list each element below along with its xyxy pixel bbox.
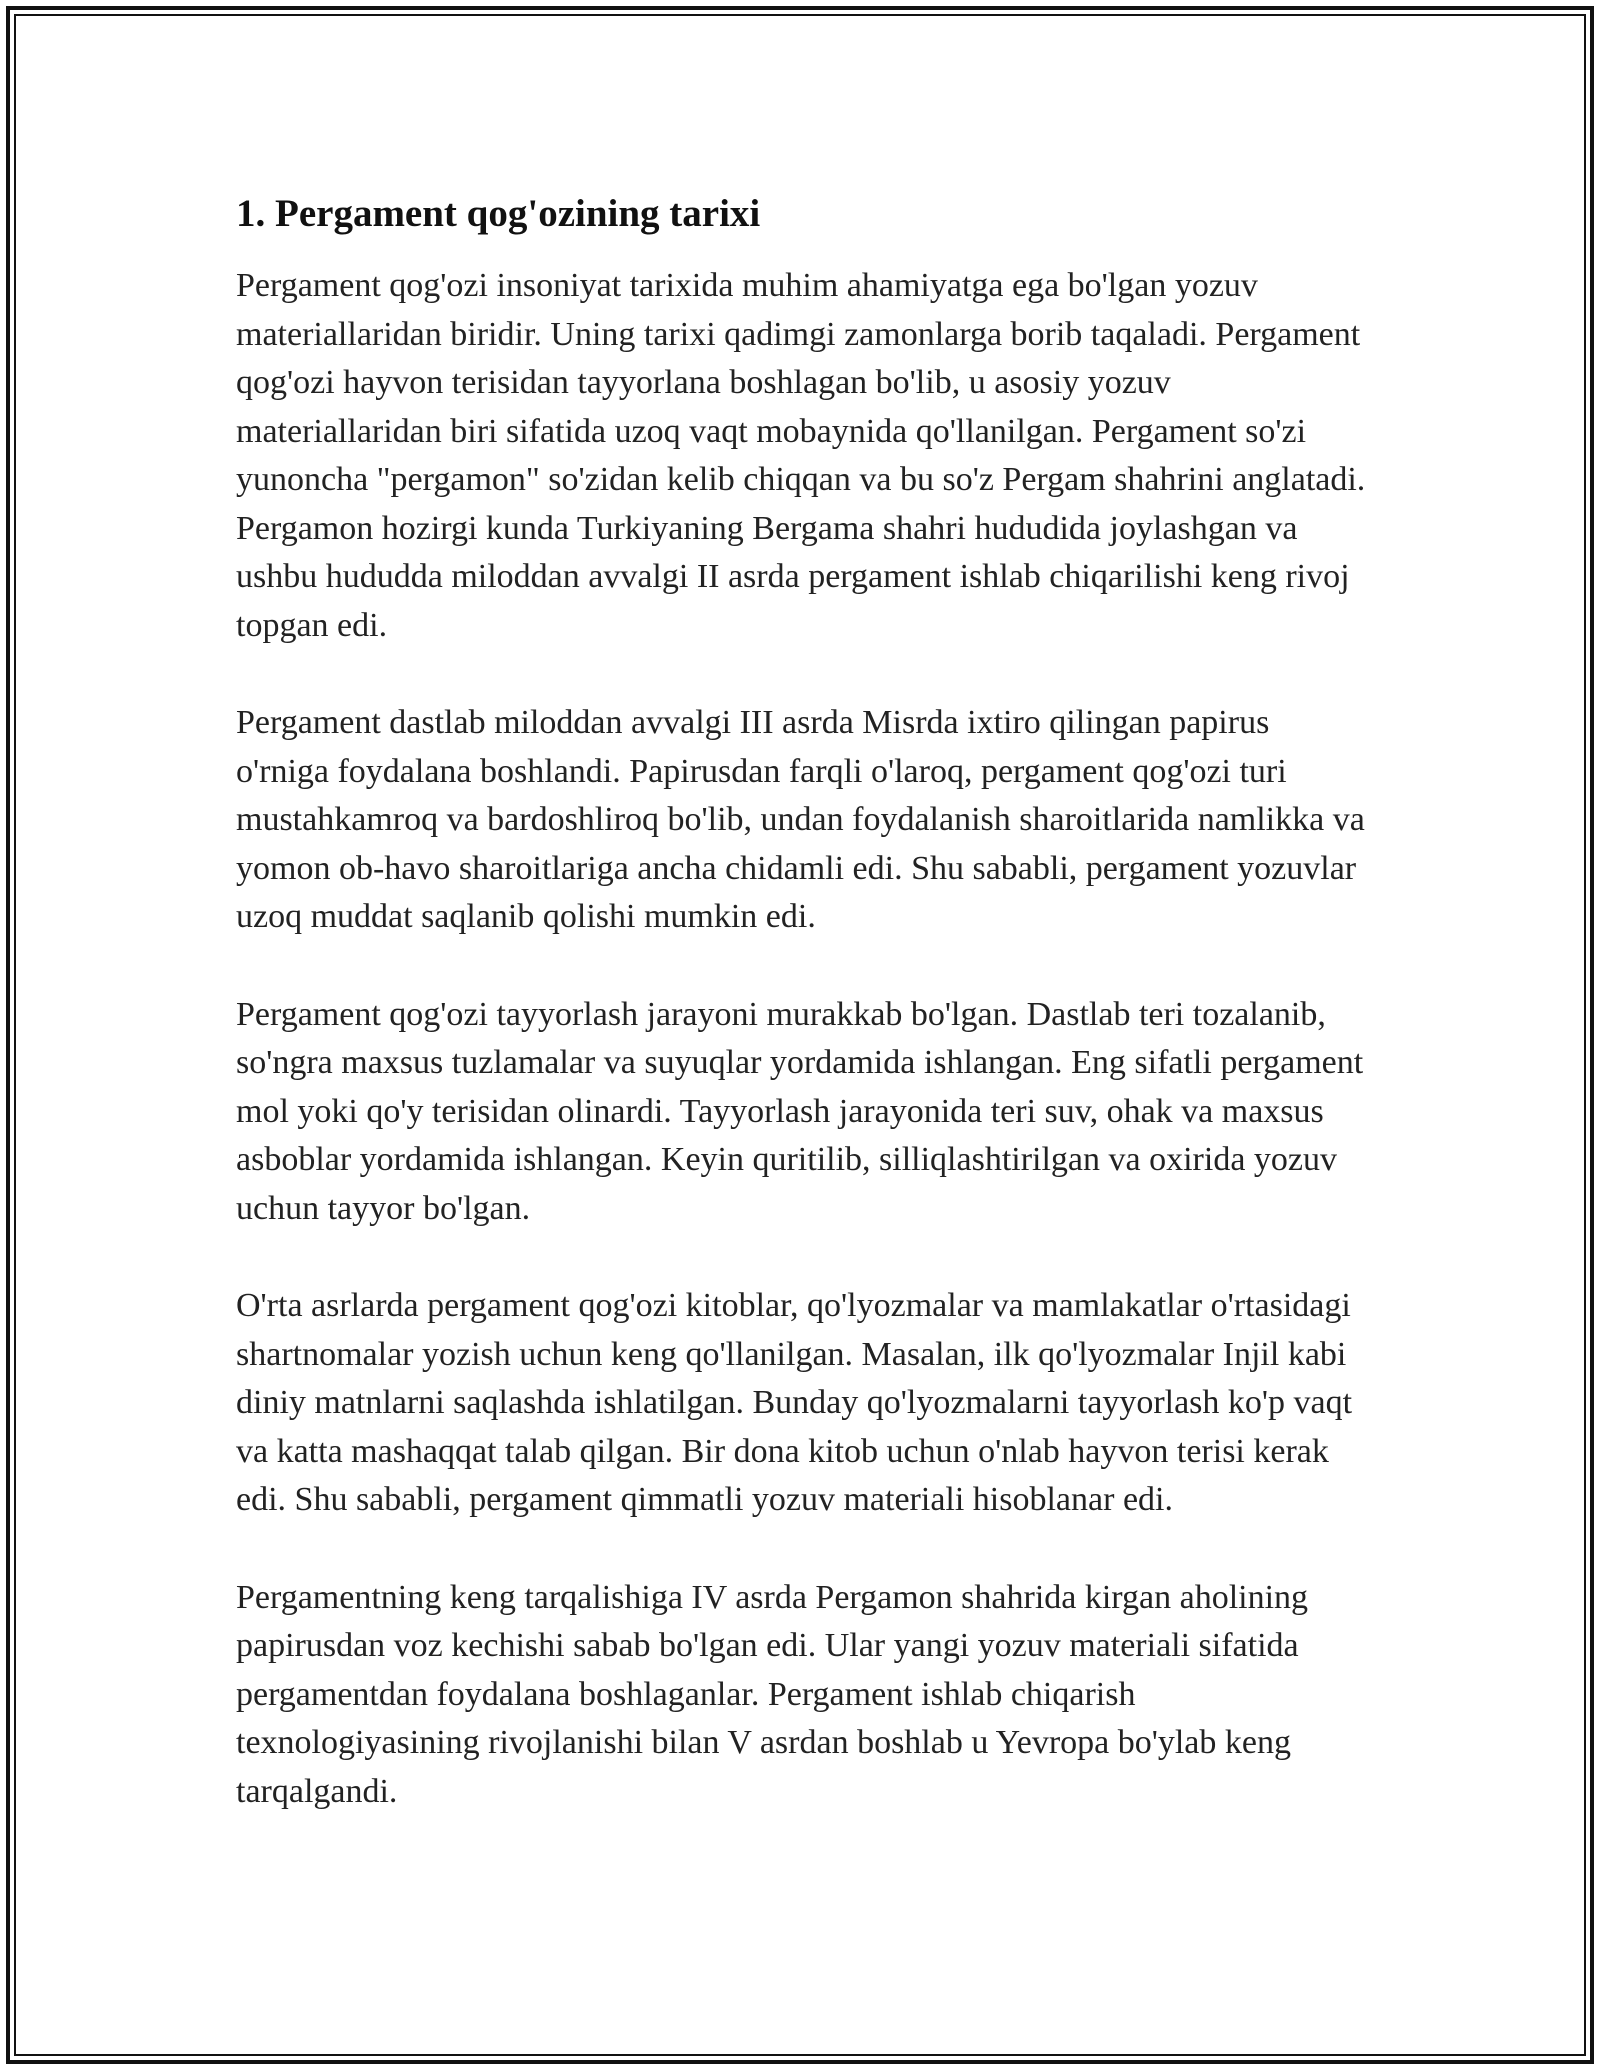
paragraph-1: Pergament qog'ozi insoniyat tarixida muhim ahamiyatga ega bo'lgan yozuv materiallaridan biridir. Uning tarixi qadimgi zamonlarga borib taqaladi. Pergament qog'ozi hayvon terisidan tayyorlana boshlagan bo'lib, u asosiy yozuv materiallaridan biri sifatida uzoq vaqt mobaynida qo'llanilgan. Pergament so'zi yunoncha "pergamon" so'zidan kelib chiqqan va bu so'z Pergam shahrini anglatadi. Pergamon hozirgi kunda Turkiyaning Bergama shahri hududida joylashgan va ushbu hududda miloddan avvalgi II asrda pergament ishlab chiqarilishi keng rivoj topgan edi. (236, 267, 1366, 644)
section-heading: 1. Pergament qog'ozining tarixi (236, 192, 761, 235)
paragraph-4: O'rta asrlarda pergament qog'ozi kitoblar, qo'lyozmalar va mamlakatlar o'rtasidagi shartnomalar yozish uchun keng qo'llanilgan. Masalan, ilk qo'lyozmalar Injil kabi diniy matnlarni saqlashda ishlatilgan. Bunday qo'lyozmalarni tayyorlash ko'p vaqt va katta mashaqqat talab qilgan. Bir dona kitob uchun o'nlab hayvon terisi kerak edi. Shu sababli, pergament qimmatli yozuv materiali hisoblanar edi. (236, 1287, 1353, 1518)
document-body (236, 188, 1366, 1865)
paragraph-5: Pergamentning keng tarqalishiga IV asrda Pergamon shahrida kirgan aholining papirusdan voz kechishi sabab bo'lgan edi. Ular yangi yozuv materiali sifatida pergamentdan foydalana boshlaganlar. Pergament ishlab chiqarish texnologiyasining rivojlanishi bilan V asrdan boshlab u Yevropa bo'ylab keng tarqalgandi. (236, 1578, 1309, 1810)
paragraph-2: Pergament dastlab miloddan avvalgi III asrda Misrda ixtiro qilingan papirus o'rniga foydalana boshlandi. Papirusdan farqli o'laroq, pergament qog'ozi turi mustahkamroq va bardoshliroq bo'lib, undan foydalanish sharoitlarida namlikka va yomon ob-havo sharoitlariga ancha chidamli edi. Shu sababli, pergament yozuvlar uzoq muddat saqlanib qolishi mumkin edi. (236, 704, 1365, 935)
paragraph-3: Pergament qog'ozi tayyorlash jarayoni murakkab bo'lgan. Dastlab teri tozalanib, so'ngra maxsus tuzlamalar va suyuqlar yordamida ishlangan. Eng sifatli pergament mol yoki qo'y terisidan olinardi. Tayyorlash jarayonida teri suv, ohak va maxsus asboblar yordamida ishlangan. Keyin quritilib, silliqlashtirilgan va oxirida yozuv uchun tayyor bo'lgan. (236, 995, 1364, 1227)
